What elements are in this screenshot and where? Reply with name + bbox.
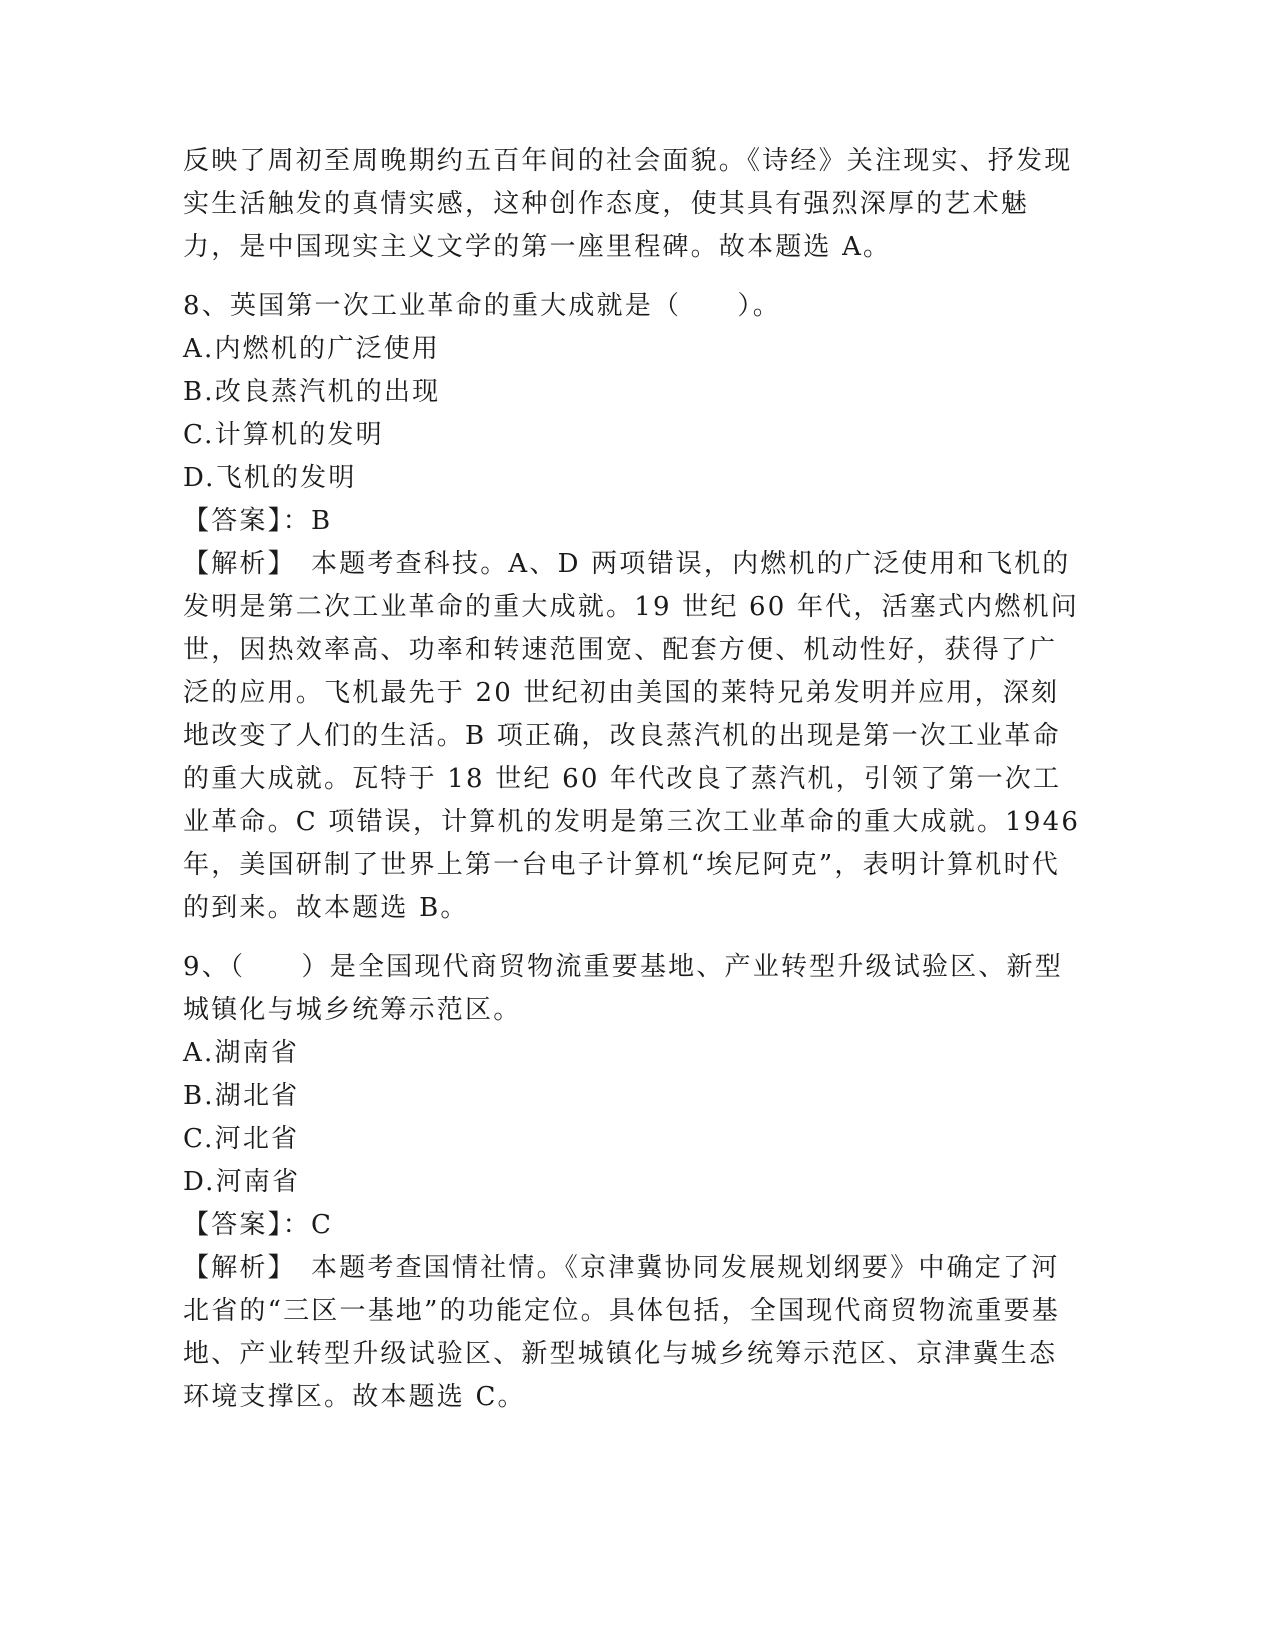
- question-9: [183, 946, 1083, 1419]
- option-b: B.湖北省: [183, 1081, 300, 1111]
- option-c: C.河北省: [183, 1124, 300, 1154]
- option-d: D.飞机的发明: [183, 463, 357, 493]
- answer: 【答案】：C: [183, 1210, 334, 1240]
- analysis: 【解析】 本题考查国情社情。《京津冀协同发展规划纲要》中确定了河北省的“三区一基地”的功能定位。具体包括，全国现代商贸物流重要基地、产业转型升级试验区、新型城镇化与城乡统筹示范区、京津冀生态环境支撑区。故本题选 C。: [183, 1253, 1060, 1412]
- answer: 【答案】：B: [183, 506, 333, 536]
- analysis: 【解析】 本题考查科技。A、D 两项错误，内燃机的广泛使用和飞机的发明是第二次工业革命的重大成就。19 世纪 60 年代，活塞式内燃机问世，因热效率高、功率和转速范围宽、配套方便、机动性好，获得了广泛的应用。飞机最先于 20 世纪初由美国的莱特兄弟发明并应用，深刻地改变了人们的生活。B 项正确，改良蒸汽机的出现是第一次工业革命的重大成就。瓦特于 18 世纪 60 年代改良了蒸汽机，引领了第一次工业革命。C 项错误，计算机的发明是第三次工业革命的重大成就。1946 年，美国研制了世界上第一台电子计算机“埃尼阿克”，表明计算机时代的到来。故本题选 B。: [183, 549, 1081, 923]
- document-page: [183, 140, 1083, 1419]
- intro-paragraph: 反映了周初至周晚期约五百年间的社会面貌。《诗经》关注现实、抒发现实生活触发的真情实感，这种创作态度，使其具有强烈深厚的艺术魅力，是中国现实主义文学的第一座里程碑。故本题选 A。: [183, 146, 1073, 262]
- option-b: B.改良蒸汽机的出现: [183, 377, 441, 407]
- option-d: D.河南省: [183, 1167, 301, 1197]
- question-8: [183, 285, 1083, 930]
- question-stem: 8、英国第一次工业革命的重大成就是（ ）。: [183, 291, 781, 321]
- option-c: C.计算机的发明: [183, 420, 384, 450]
- spacer: [183, 269, 1083, 285]
- option-a: A.湖南省: [183, 1038, 300, 1068]
- question-stem: 9、（ ）是全国现代商贸物流重要基地、产业转型升级试验区、新型城镇化与城乡统筹示范区。: [183, 952, 1063, 1025]
- option-a: A.内燃机的广泛使用: [183, 334, 441, 364]
- spacer: [183, 930, 1083, 946]
